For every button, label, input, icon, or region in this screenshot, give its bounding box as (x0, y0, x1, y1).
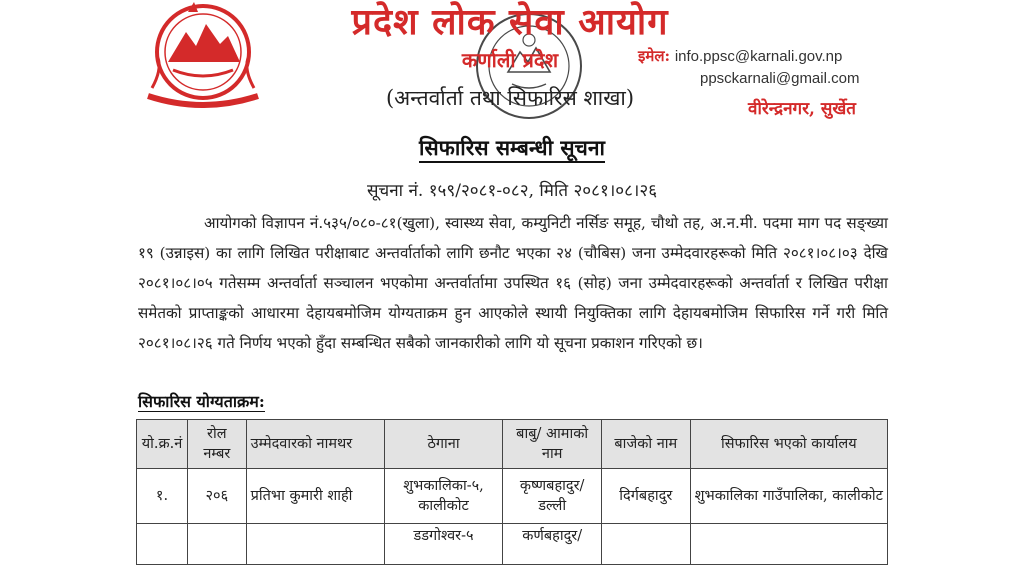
cell-grandfather (601, 524, 690, 565)
cell-grandfather: दिर्गबहादुर (601, 469, 690, 524)
cell-parents: कर्णबहादुर/ (503, 524, 602, 565)
header-parents: बाबु/ आमाको नाम (503, 420, 602, 469)
cell-office (690, 524, 887, 565)
notice-body (138, 208, 888, 358)
table-row (137, 524, 888, 565)
cell-office: शुभकालिका गाउँपालिका, कालीकोट (690, 469, 887, 524)
cell-address: शुभकालिका-५, कालीकोट (384, 469, 503, 524)
header-grandfather: बाजेको नाम (601, 420, 690, 469)
recommendation-subheading: सिफारिस योग्यताक्रम: (138, 392, 265, 411)
notice-paragraph: आयोगको विज्ञापन नं.५३५/०८०-८१(खुला), स्वास्थ्य सेवा, कम्युनिटी नर्सिङ समूह, चौथो तह, अ.न.मी. पदमा माग पद सङ्ख्या १९ (उन्नाइस) का लागि लिखित परीक्षाबाट अन्तर्वार्ताको लागि छनौट भएका २४ (चौबिस) जना उम्मेदवारहरूको मिति २०८१।०८।०३ देखि २०८१।०८।०५ गतेसम्म अन्तर्वार्ता सञ्चालन भएकोमा अन्तर्वार्तामा उपस्थित १६ (सोह) जना उम्मेदवारहरूको अन्तर्वार्ता र लिखित परीक्षा समेतको प्राप्ताङ्कको आधारमा देहायबमोजिम योग्यताक्रम हुन आएकोले स्थायी नियुक्तिका लागि देहायबमोजिम सिफारिस गर्ने गरी मिति २०८१।०८।२६ गते निर्णय भएको हुँदा सम्बन्धित सबैको जानकारीको लागि यो सूचना प्रकाशन गरिएको छ। (138, 214, 888, 352)
branch-name: (अन्तर्वार्ता तथा सिफारिस शाखा) (385, 86, 635, 110)
cell-parents: कृष्णबहादुर/ डल्ली (503, 469, 602, 524)
province-name: कर्णाली प्रदेश (461, 48, 559, 72)
cell-name: प्रतिभा कुमारी शाही (246, 469, 384, 524)
table-row (137, 469, 888, 524)
cell-address: डडगोश्वर-५ (384, 524, 503, 565)
recommendation-table (136, 419, 888, 565)
cell-name (246, 524, 384, 565)
cell-serial (137, 524, 188, 565)
header-office: सिफारिस भएको कार्यालय (690, 420, 887, 469)
header-name: उम्मेदवारको नामथर (246, 420, 384, 469)
notice-number: सूचना नं. १५९/२०८१-०८२, मिति २०८१।०८।२६ (366, 181, 658, 201)
email-line-1 (638, 46, 842, 66)
header-serial: यो.क्र.नं (137, 420, 188, 469)
notice-title: सिफारिस सम्बन्धी सूचना (0, 134, 1024, 162)
header-address: ठेगाना (384, 420, 503, 469)
cell-roll: २०६ (187, 469, 246, 524)
office-location: वीरेन्द्रनगर, सुर्खेत (748, 99, 856, 119)
email-label: इमेल: (638, 47, 671, 65)
cell-roll (187, 524, 246, 565)
header-roll: रोल नम्बर (187, 420, 246, 469)
table-header-row (137, 420, 888, 469)
email-address-2[interactable]: ppsckarnali@gmail.com (700, 70, 860, 87)
email-address-1[interactable]: info.ppsc@karnali.gov.np (674, 48, 843, 65)
emblem-logo (128, 0, 278, 108)
cell-serial: १. (137, 469, 188, 524)
organization-name: प्रदेश लोक सेवा आयोग (351, 1, 669, 43)
